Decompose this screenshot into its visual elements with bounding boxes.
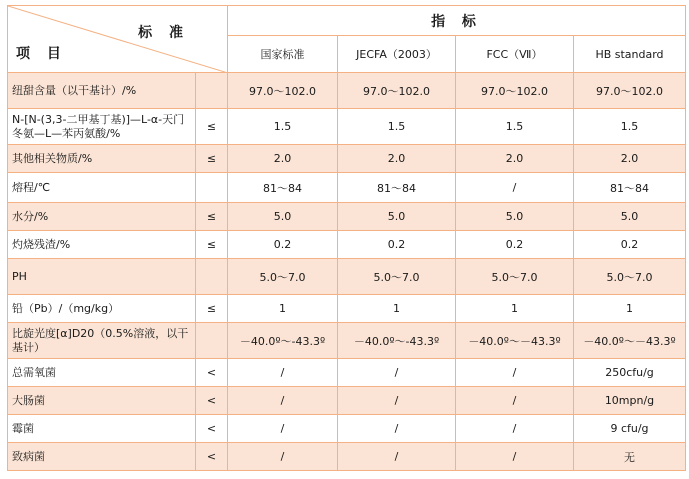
column-header-hb: HB standard: [574, 36, 686, 73]
cell-national: /: [228, 415, 338, 443]
cell-jecfa: 81～84: [338, 173, 456, 203]
row-item-name: 铅（Pb）/（mg/kg）: [8, 295, 196, 323]
cell-fcc: 5.0: [456, 203, 574, 231]
cell-hb: 9 cfu/g: [574, 415, 686, 443]
row-limit-symbol: ≤: [196, 295, 228, 323]
row-limit-symbol: ≤: [196, 231, 228, 259]
cell-national: /: [228, 359, 338, 387]
row-limit-symbol: [196, 173, 228, 203]
cell-jecfa: －40.0º～-43.3º: [338, 323, 456, 359]
row-item-name: 其他相关物质/%: [8, 145, 196, 173]
table-row: [8, 73, 686, 109]
row-limit-symbol: [196, 323, 228, 359]
cell-national: 1: [228, 295, 338, 323]
row-limit-symbol: [196, 73, 228, 109]
cell-hb: 2.0: [574, 145, 686, 173]
table-row: [8, 173, 686, 203]
table-row: [8, 231, 686, 259]
cell-hb: 5.0: [574, 203, 686, 231]
row-limit-symbol: ≤: [196, 145, 228, 173]
table-row: [8, 387, 686, 415]
column-header-fcc: FCC（Ⅶ）: [456, 36, 574, 73]
diagonal-header-cell: [8, 6, 228, 73]
row-limit-symbol: <: [196, 387, 228, 415]
row-limit-symbol: <: [196, 415, 228, 443]
cell-hb: 0.2: [574, 231, 686, 259]
cell-hb: 无: [574, 443, 686, 471]
cell-jecfa: 1: [338, 295, 456, 323]
table-row: [8, 359, 686, 387]
cell-national: 0.2: [228, 231, 338, 259]
row-item-name: 大肠菌: [8, 387, 196, 415]
header-row-1: [8, 6, 686, 36]
cell-fcc: 0.2: [456, 231, 574, 259]
cell-hb: 1.5: [574, 109, 686, 145]
spec-title: 指 标: [228, 6, 686, 36]
cell-jecfa: 5.0～7.0: [338, 259, 456, 295]
cell-national: 2.0: [228, 145, 338, 173]
item-label: 项 目: [16, 46, 67, 62]
table-row: [8, 203, 686, 231]
row-limit-symbol: ≤: [196, 109, 228, 145]
cell-national: 5.0: [228, 203, 338, 231]
row-item-name: 纽甜含量（以干基计）/%: [8, 73, 196, 109]
row-item-name: 灼烧残渣/%: [8, 231, 196, 259]
cell-hb: －40.0º～－43.3º: [574, 323, 686, 359]
cell-jecfa: 0.2: [338, 231, 456, 259]
cell-fcc: /: [456, 359, 574, 387]
cell-jecfa: /: [338, 415, 456, 443]
row-limit-symbol: <: [196, 443, 228, 471]
cell-jecfa: 2.0: [338, 145, 456, 173]
row-item-name: 总需氧菌: [8, 359, 196, 387]
row-limit-symbol: <: [196, 359, 228, 387]
row-item-name: 比旋光度[α]D20（0.5%溶液，以干基计）: [8, 323, 196, 359]
cell-hb: 250cfu/g: [574, 359, 686, 387]
spec-table-container: [7, 5, 685, 471]
cell-fcc: －40.0º～－43.3º: [456, 323, 574, 359]
column-header-national: 国家标准: [228, 36, 338, 73]
table-row: [8, 145, 686, 173]
cell-jecfa: /: [338, 443, 456, 471]
cell-jecfa: 5.0: [338, 203, 456, 231]
column-header-jecfa: JECFA（2003）: [338, 36, 456, 73]
cell-fcc: 97.0～102.0: [456, 73, 574, 109]
table-row: [8, 109, 686, 145]
table-row: [8, 323, 686, 359]
cell-fcc: 1.5: [456, 109, 574, 145]
row-item-name: 致病菌: [8, 443, 196, 471]
cell-national: /: [228, 443, 338, 471]
cell-national: 81～84: [228, 173, 338, 203]
table-row: [8, 259, 686, 295]
cell-fcc: /: [456, 443, 574, 471]
row-item-name: 熔程/℃: [8, 173, 196, 203]
cell-national: 5.0～7.0: [228, 259, 338, 295]
cell-jecfa: /: [338, 359, 456, 387]
row-limit-symbol: ≤: [196, 203, 228, 231]
cell-fcc: 5.0～7.0: [456, 259, 574, 295]
cell-hb: 1: [574, 295, 686, 323]
row-item-name: 霉菌: [8, 415, 196, 443]
cell-fcc: 1: [456, 295, 574, 323]
cell-national: －40.0º～-43.3º: [228, 323, 338, 359]
cell-national: 1.5: [228, 109, 338, 145]
cell-hb: 81～84: [574, 173, 686, 203]
cell-jecfa: 1.5: [338, 109, 456, 145]
spec-table: [7, 5, 686, 471]
row-item-name: 水分/%: [8, 203, 196, 231]
table-row: [8, 295, 686, 323]
cell-hb: 10mpn/g: [574, 387, 686, 415]
cell-hb: 97.0～102.0: [574, 73, 686, 109]
table-row: [8, 415, 686, 443]
row-item-name: N-[N-(3,3-二甲基丁基)]—L-α-天门冬氨—L—苯丙氨酸/%: [8, 109, 196, 145]
cell-hb: 5.0～7.0: [574, 259, 686, 295]
cell-fcc: /: [456, 387, 574, 415]
table-row: [8, 443, 686, 471]
cell-fcc: /: [456, 415, 574, 443]
cell-fcc: 2.0: [456, 145, 574, 173]
row-item-name: PH: [8, 259, 196, 295]
row-limit-symbol: [196, 259, 228, 295]
cell-fcc: /: [456, 173, 574, 203]
cell-jecfa: /: [338, 387, 456, 415]
standard-label: 标 准: [138, 25, 189, 41]
cell-national: 97.0～102.0: [228, 73, 338, 109]
cell-national: /: [228, 387, 338, 415]
cell-jecfa: 97.0～102.0: [338, 73, 456, 109]
